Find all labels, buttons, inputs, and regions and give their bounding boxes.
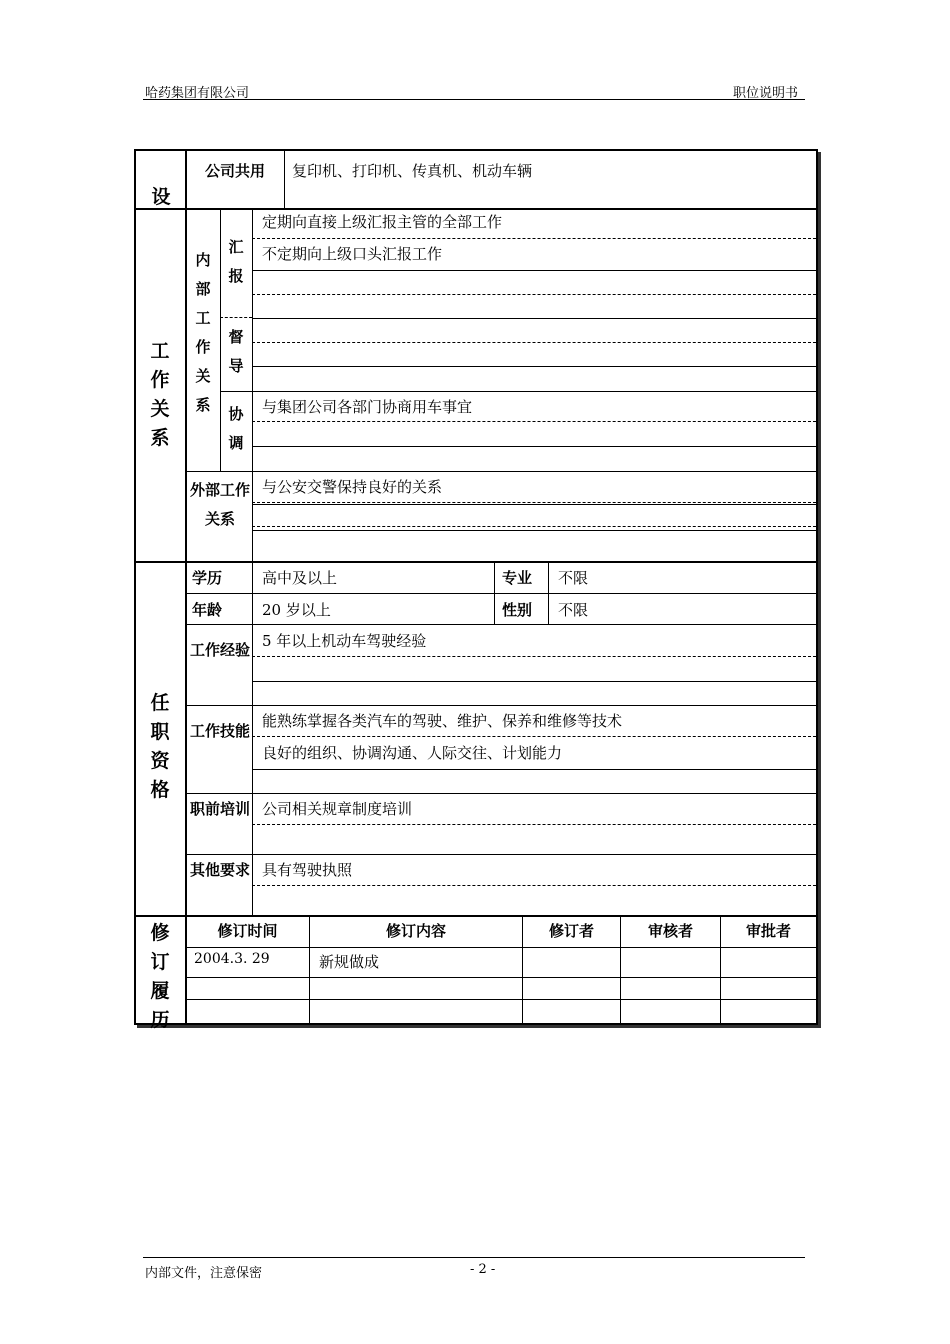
row-rule bbox=[185, 947, 816, 948]
dashed-rule bbox=[252, 502, 816, 503]
coordinate-line: 与集团公司各部门协商用车事宜 bbox=[262, 398, 473, 416]
dashed-rule bbox=[252, 342, 816, 343]
external-relations-label: 外部工作关系 bbox=[189, 481, 250, 528]
section-rule bbox=[136, 915, 816, 917]
gender-value: 不限 bbox=[558, 601, 589, 619]
equipment-section-label: 设 bbox=[151, 186, 171, 208]
row-rule bbox=[185, 705, 816, 706]
dashed-rule bbox=[252, 526, 816, 527]
section-rule bbox=[136, 561, 816, 563]
section-rule bbox=[136, 208, 816, 210]
dashed-rule bbox=[252, 656, 816, 657]
divider bbox=[252, 561, 253, 915]
revision-header-reviser: 修订者 bbox=[548, 922, 594, 940]
divider bbox=[220, 210, 221, 472]
row-rule bbox=[185, 593, 816, 594]
internal-relations-label: 内部工作关系 bbox=[195, 251, 211, 414]
row-rule bbox=[185, 999, 816, 1000]
other-requirements-label: 其他要求 bbox=[189, 861, 250, 879]
supervise-label: 督导 bbox=[228, 328, 244, 375]
row-rule bbox=[252, 681, 816, 682]
dashed-rule bbox=[252, 736, 816, 737]
row-rule bbox=[252, 366, 816, 367]
page-number: - 2 - bbox=[470, 1262, 496, 1277]
skills-label: 工作技能 bbox=[189, 722, 250, 740]
row-rule bbox=[252, 318, 816, 319]
document-title: 职位说明书 bbox=[732, 86, 798, 101]
row-rule bbox=[252, 530, 816, 531]
training-line: 公司相关规章制度培训 bbox=[262, 800, 413, 818]
row-rule bbox=[185, 854, 816, 855]
report-line: 不定期向上级口头汇报工作 bbox=[262, 245, 443, 263]
row-rule bbox=[220, 391, 816, 392]
row-rule bbox=[252, 446, 816, 447]
section-divider bbox=[185, 151, 187, 1025]
header-rule bbox=[143, 99, 805, 100]
dashed-rule bbox=[252, 294, 816, 295]
coordinate-label: 协调 bbox=[228, 405, 244, 452]
report-label: 汇报 bbox=[228, 238, 244, 285]
skills-line: 能熟练掌握各类汽车的驾驶、维护、保养和维修等技术 bbox=[262, 712, 623, 730]
row-rule bbox=[185, 793, 816, 794]
dashed-rule bbox=[252, 824, 816, 825]
divider bbox=[284, 151, 285, 209]
confidential-note: 内部文件，注意保密 bbox=[145, 1266, 263, 1281]
education-label: 学历 bbox=[192, 569, 223, 587]
company-name: 哈药集团有限公司 bbox=[145, 86, 250, 101]
training-label: 职前培训 bbox=[189, 800, 250, 818]
row-rule bbox=[185, 624, 816, 625]
report-line: 定期向直接上级汇报主管的全部工作 bbox=[262, 213, 503, 231]
shared-equipment-value: 复印机、打印机、传真机、机动车辆 bbox=[292, 162, 533, 180]
gender-label: 性别 bbox=[502, 601, 533, 619]
divider bbox=[548, 561, 549, 624]
age-value: 20 岁以上 bbox=[262, 601, 331, 619]
external-line: 与公安交警保持良好的关系 bbox=[262, 478, 443, 496]
row-rule bbox=[252, 504, 816, 505]
job-description-form bbox=[134, 149, 818, 1031]
divider bbox=[252, 471, 253, 562]
row-rule bbox=[185, 471, 816, 472]
dashed-rule bbox=[252, 421, 816, 422]
revision-header-content: 修订内容 bbox=[385, 922, 446, 940]
revision-section-label: 修订履历 bbox=[150, 922, 170, 1031]
dashed-rule bbox=[220, 317, 252, 318]
other-line: 具有驾驶执照 bbox=[262, 861, 353, 879]
revision-content-cell: 新规做成 bbox=[319, 953, 380, 971]
experience-label: 工作经验 bbox=[189, 641, 250, 659]
shared-equipment-label: 公司共用 bbox=[204, 162, 265, 180]
major-label: 专业 bbox=[502, 569, 533, 587]
revision-header-approver: 审批者 bbox=[745, 922, 791, 940]
dashed-rule bbox=[252, 238, 816, 239]
dashed-rule bbox=[252, 885, 816, 886]
divider bbox=[494, 561, 495, 624]
divider bbox=[252, 210, 253, 472]
qualifications-section-label: 任职资格 bbox=[150, 692, 170, 801]
row-rule bbox=[252, 769, 816, 770]
revision-header-time: 修订时间 bbox=[217, 922, 278, 940]
row-rule bbox=[185, 977, 816, 978]
skills-line: 良好的组织、协调沟通、人际交往、计划能力 bbox=[262, 744, 563, 762]
major-value: 不限 bbox=[558, 569, 589, 587]
footer-rule bbox=[143, 1257, 805, 1258]
revision-time-cell: 2004.3. 29 bbox=[194, 951, 270, 967]
education-value: 高中及以上 bbox=[262, 569, 338, 587]
revision-header-reviewer: 审核者 bbox=[647, 922, 693, 940]
row-rule bbox=[252, 270, 816, 271]
work-relations-section-label: 工作关系 bbox=[150, 340, 170, 449]
age-label: 年龄 bbox=[192, 601, 223, 619]
experience-line: 5 年以上机动车驾驶经验 bbox=[262, 632, 427, 650]
